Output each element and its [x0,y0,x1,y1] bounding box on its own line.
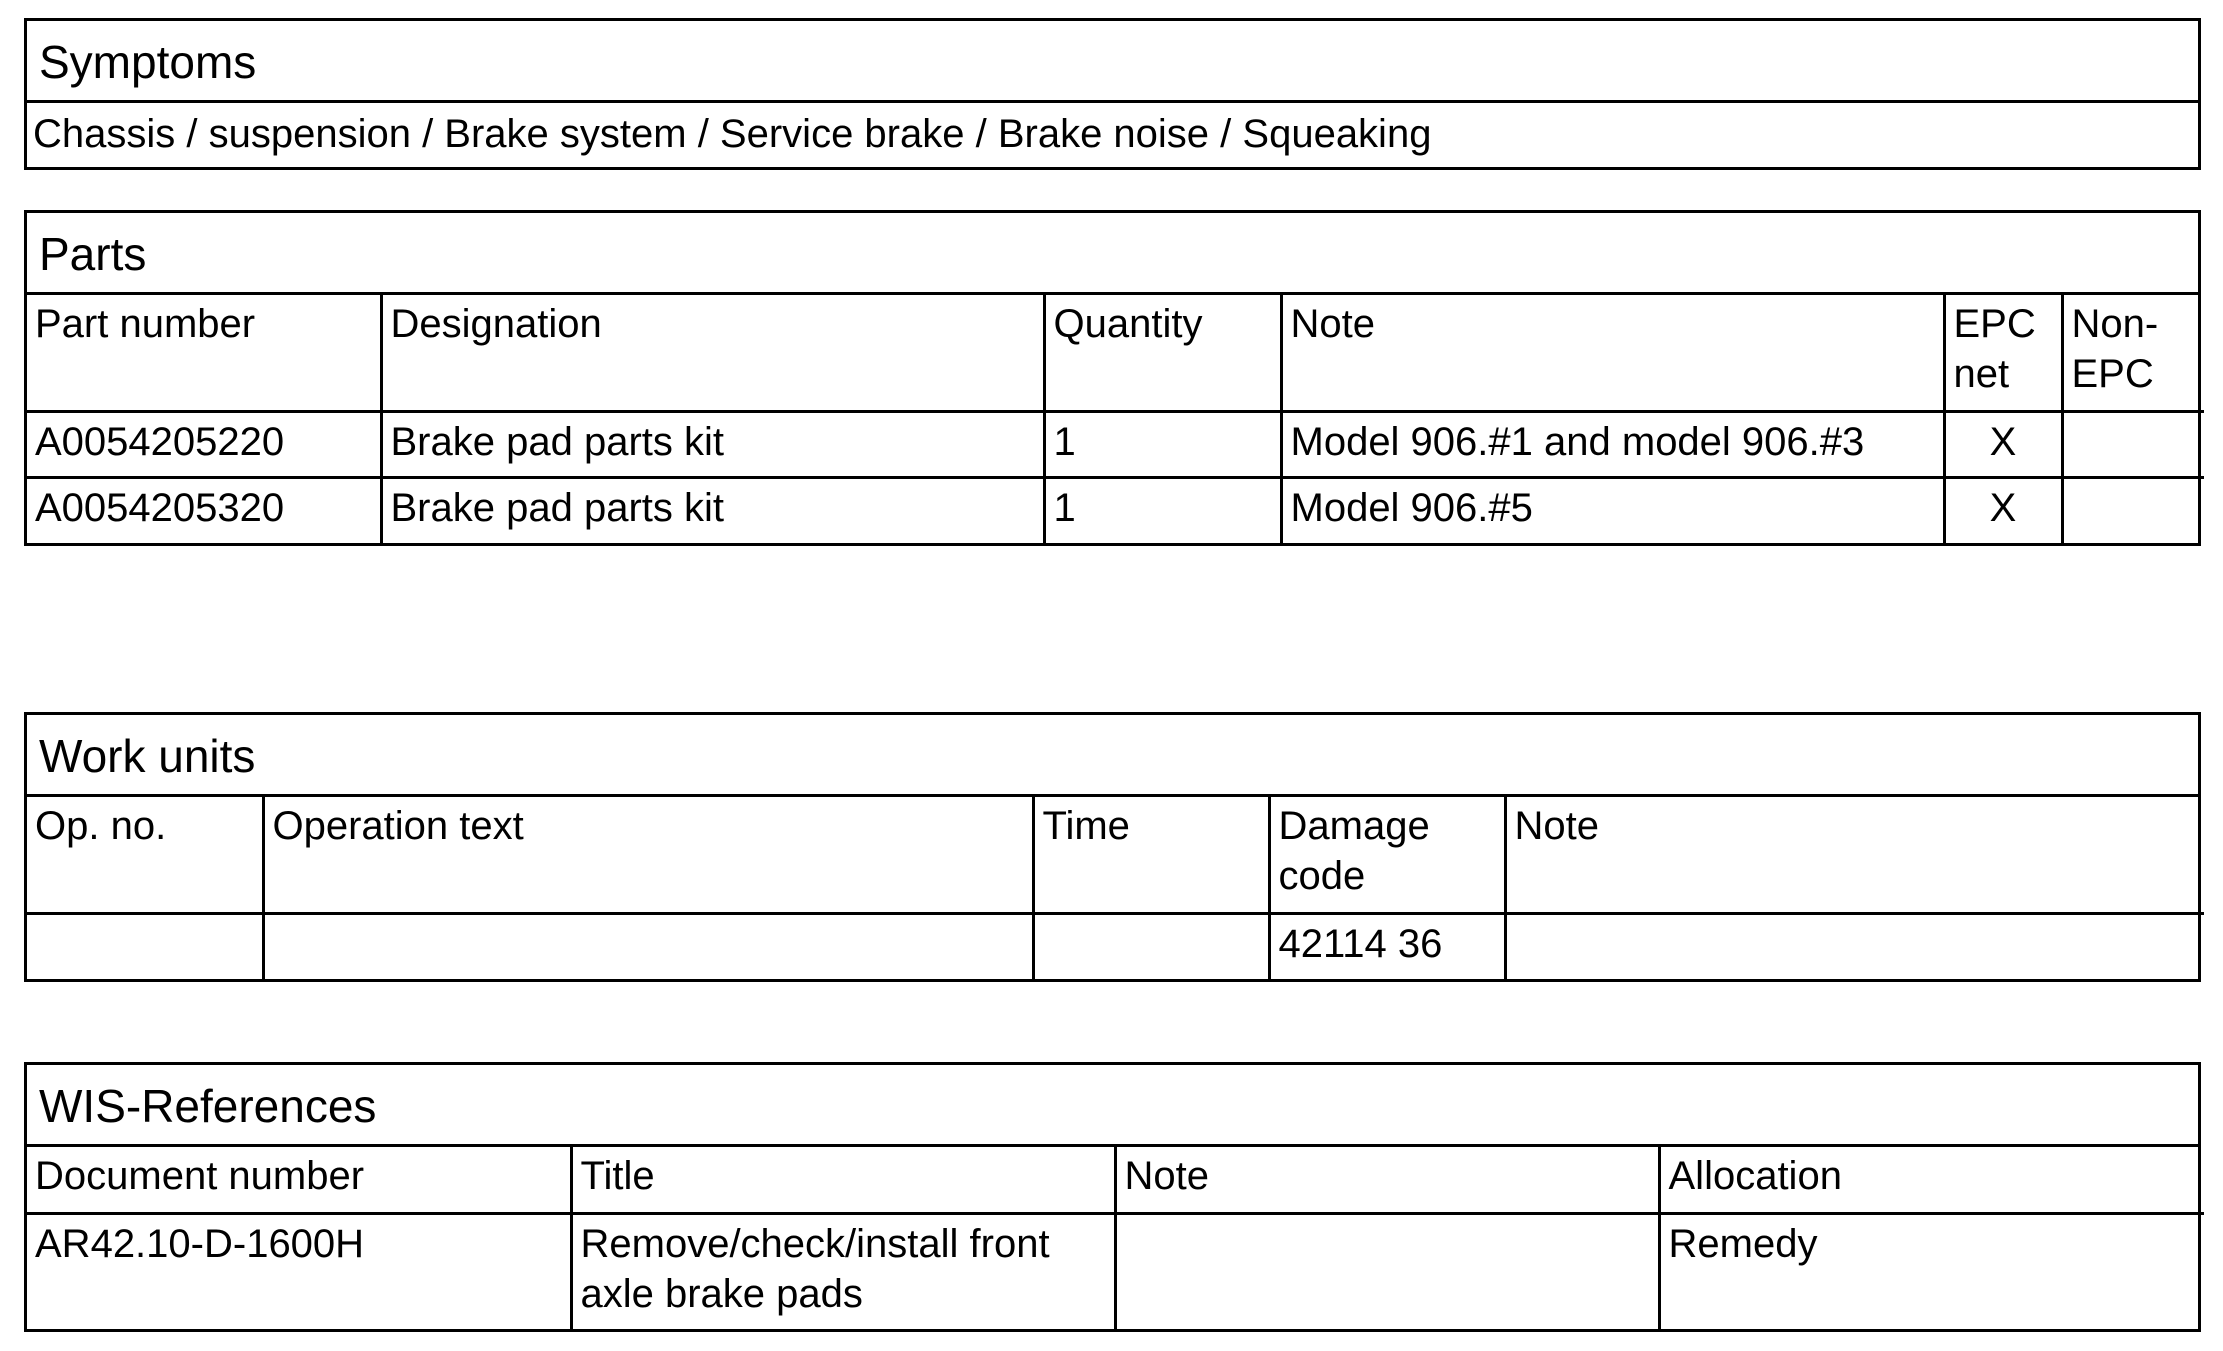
header-epc-net: EPC net [1944,295,2062,411]
non-epc-cell [2062,477,2204,543]
symptom-path: Chassis / suspension / Brake system / Service brake / Brake noise / Squeaking [33,112,1432,156]
header-document-number: Document number [35,1154,365,1198]
table-row [27,477,2204,543]
parts-section [24,210,2201,546]
table-row [27,411,2204,477]
header-time: Time [1033,797,1269,913]
header-op-no: Op. no. [35,804,167,848]
allocation-cell: Remedy [1659,1213,2204,1329]
header-allocation: Allocation [1659,1147,2204,1213]
header-non-epc: Non-EPC [2062,295,2204,411]
wis-references-table [27,1147,2204,1329]
parts-table [27,295,2204,543]
quantity-cell: 1 [1044,477,1281,543]
work-units-table [27,797,2204,979]
designation-cell: Brake pad parts kit [381,411,1044,477]
non-epc-cell [2062,411,2204,477]
header-damage-code: Damage code [1269,797,1505,913]
header-quantity: Quantity [1044,295,1281,411]
parts-header-row [27,295,2204,411]
wis-references-section [24,1062,2201,1332]
table-row [27,1213,2204,1329]
document-number-cell: AR42.10-D-1600H [27,1213,571,1329]
table-row [27,913,2204,979]
note-cell: Model 906.#1 and model 906.#3 [1281,411,1944,477]
designation-cell: Brake pad parts kit [381,477,1044,543]
work-units-header-row [27,797,2204,913]
header-note: Note [1115,1147,1659,1213]
symptoms-title: Symptoms [27,21,2198,103]
work-units-title: Work units [27,715,2198,797]
parts-title: Parts [27,213,2198,295]
part-number-cell: A0054205320 [27,477,381,543]
part-number-cell: A0054205220 [27,411,381,477]
title-cell: Remove/check/install front axle brake pads [571,1213,1115,1329]
header-part-number: Part number [35,302,256,346]
symptoms-section [24,18,2201,170]
epc-net-cell: X [1944,477,2062,543]
wis-references-title: WIS-References [27,1065,2198,1147]
header-designation: Designation [381,295,1044,411]
damage-code-cell: 42114 36 [1269,913,1505,979]
quantity-cell: 1 [1044,411,1281,477]
header-operation-text: Operation text [263,797,1033,913]
header-note: Note [1281,295,1944,411]
operation-text-cell [263,913,1033,979]
time-cell [1033,913,1269,979]
note-cell [1505,913,2204,979]
wis-references-header-row [27,1147,2204,1213]
work-units-section [24,712,2201,982]
header-note: Note [1505,797,2204,913]
epc-net-cell: X [1944,411,2062,477]
op-no-cell [27,913,263,979]
header-title: Title [571,1147,1115,1213]
note-cell: Model 906.#5 [1281,477,1944,543]
note-cell [1115,1213,1659,1329]
